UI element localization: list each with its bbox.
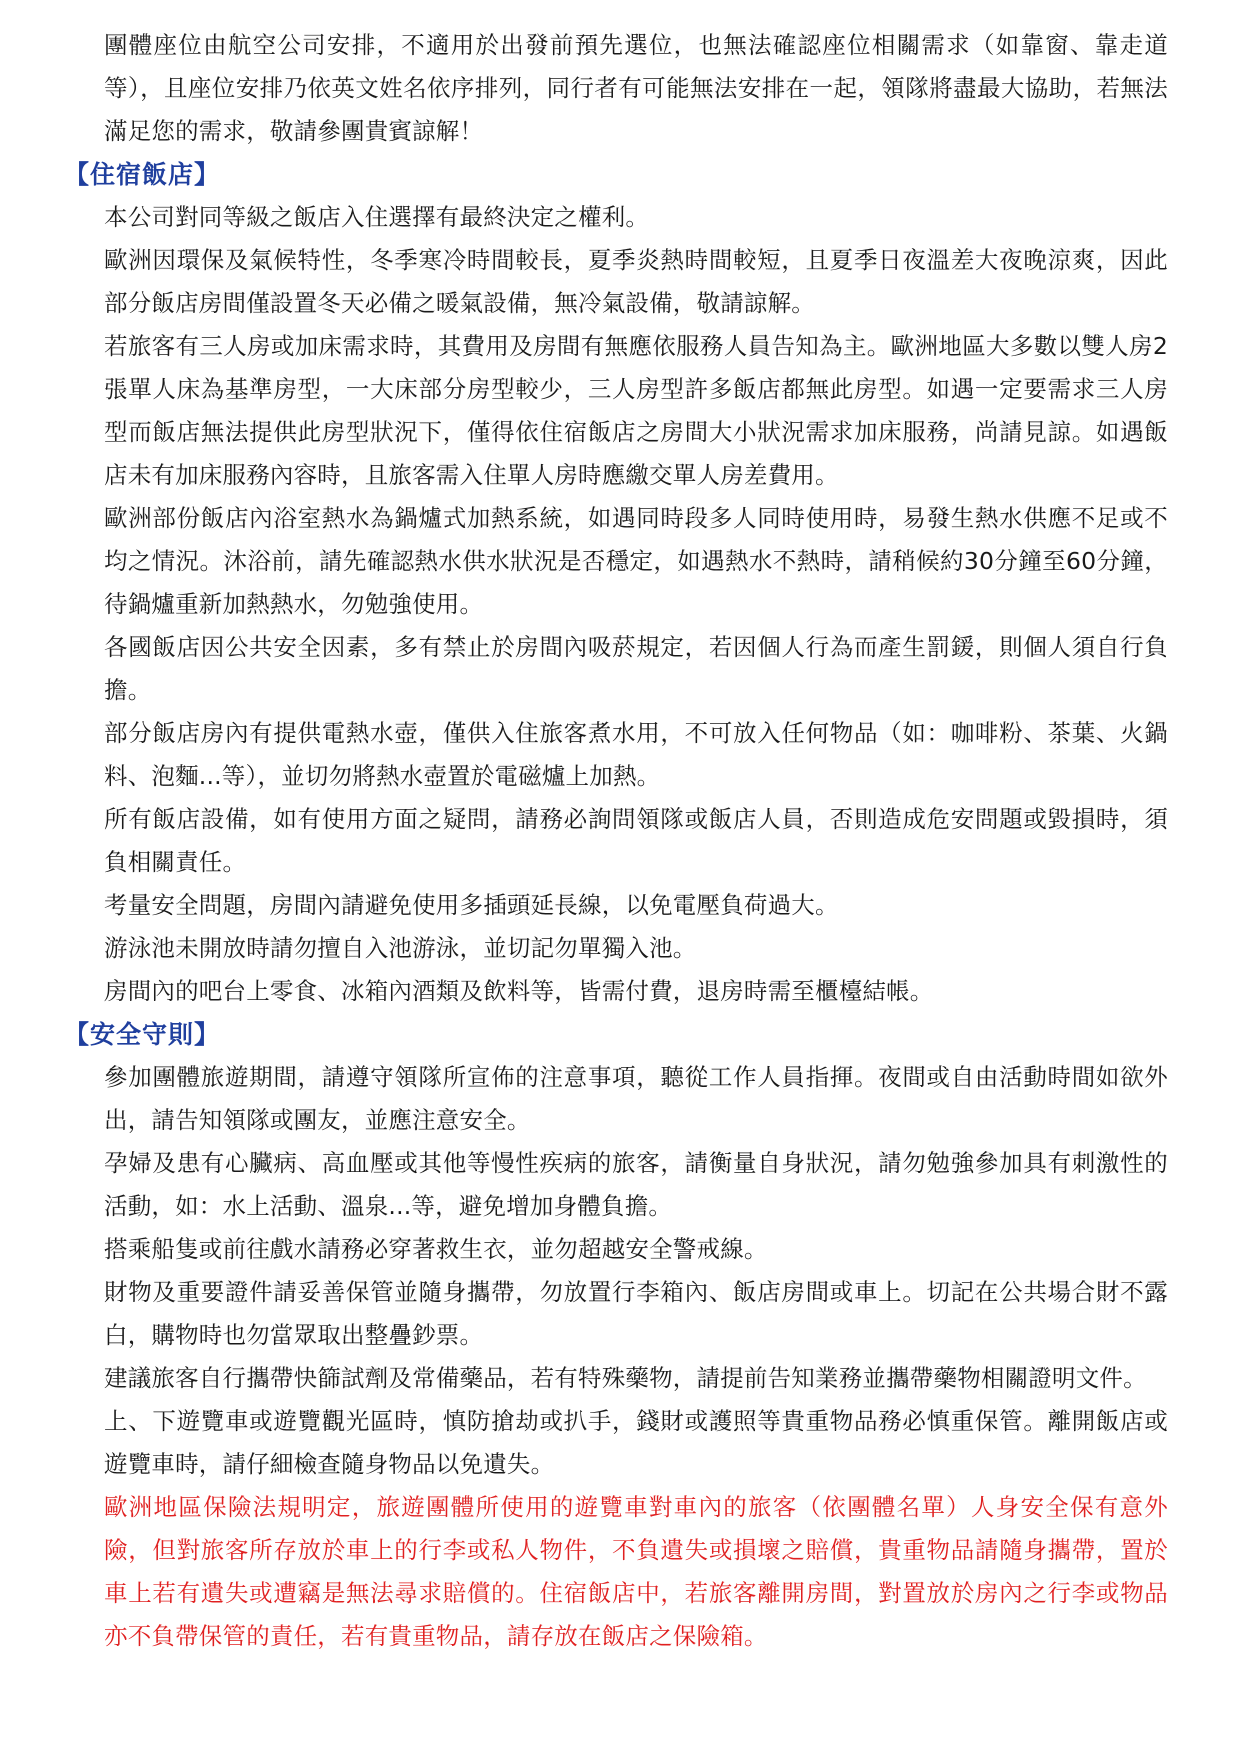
paragraph-safety-leader: 參加團體旅遊期間，請遵守領隊所宣佈的注意事項，聽從工作人員指揮。夜間或自由活動時間如欲外出，請告知領隊或團友，並應注意安全。 [104, 1063, 1168, 1134]
section-heading-hotel: 【住宿飯店】 [64, 160, 221, 189]
paragraph-hotel-kettle: 部分飯店房內有提供電熱水壺，僅供入住旅客煮水用，不可放入任何物品（如：咖啡粉、茶葉、火鍋料、泡麵...等），並切勿將熱水壺置於電磁爐上加熱。 [104, 719, 1168, 790]
paragraph-hotel-triple-room: 若旅客有三人房或加床需求時，其費用及房間有無應依服務人員告知為主。歐洲地區大多數以雙人房2張單人床為基準房型，一大床部分房型較少，三人房型許多飯店都無此房型。如遇一定要需求三人房型而飯店無法提供此房型狀況下，僅得依住宿飯店之房間大小狀況需求加床服務，尚請見諒。如遇飯店未有加床服務內容時，且旅客需入住單人房時應繳交單人房差費用。 [104, 332, 1168, 489]
paragraph-hotel-climate: 歐洲因環保及氣候特性，冬季寒冷時間較長，夏季炎熱時間較短，且夏季日夜溫差大夜晚涼爽，因此部分飯店房間僅設置冬天必備之暖氣設備，無冷氣設備，敬請諒解。 [104, 246, 1168, 317]
document-content [0, 24, 1168, 1658]
paragraph-hotel-minibar: 房間內的吧台上零食、冰箱內酒類及飲料等，皆需付費，退房時需至櫃檯結帳。 [104, 977, 934, 1005]
paragraph-insurance-warning: 歐洲地區保險法規明定，旅遊團體所使用的遊覽車對車內的旅客（依團體名單）人身安全保有意外險，但對旅客所存放於車上的行李或私人物件，不負遺失或損壞之賠償，貴重物品請隨身攜帶，置於車上若有遺失或遭竊是無法尋求賠償的。住宿飯店中，若旅客離開房間，對置放於房內之行李或物品亦不負帶保管的責任，若有貴重物品，請存放在飯店之保險箱。 [104, 1493, 1168, 1650]
paragraph-safety-lifejacket: 搭乘船隻或前往戲水請務必穿著救生衣，並勿超越安全警戒線。 [104, 1235, 768, 1263]
paragraph-safety-theft: 上、下遊覽車或遊覽觀光區時，慎防搶劫或扒手，錢財或護照等貴重物品務必慎重保管。離開飯店或遊覽車時，請仔細檢查隨身物品以免遺失。 [104, 1407, 1168, 1478]
paragraph-hotel-hot-water: 歐洲部份飯店內浴室熱水為鍋爐式加熱系統，如遇同時段多人同時使用時，易發生熱水供應不足或不均之情況。沐浴前，請先確認熱水供水狀況是否穩定，如遇熱水不熱時，請稍候約30分鐘至60分鐘，待鍋爐重新加熱熱水，勿勉強使用。 [104, 504, 1168, 618]
section-heading-safety: 【安全守則】 [64, 1020, 221, 1049]
paragraph-safety-health: 孕婦及患有心臟病、高血壓或其他等慢性疾病的旅客，請衡量自身狀況，請勿勉強參加具有刺激性的活動，如：水上活動、溫泉...等，避免增加身體負擔。 [104, 1149, 1168, 1220]
paragraph-hotel-selection: 本公司對同等級之飯店入住選擇有最終決定之權利。 [104, 203, 650, 231]
paragraph-safety-valuables: 財物及重要證件請妥善保管並隨身攜帶，勿放置行李箱內、飯店房間或車上。切記在公共場合財不露白，購物時也勿當眾取出整疊鈔票。 [104, 1278, 1168, 1349]
paragraph-hotel-equipment: 所有飯店設備，如有使用方面之疑問，請務必詢問領隊或飯店人員，否則造成危安問題或毀損時，須負相關責任。 [104, 805, 1168, 876]
paragraph-safety-medicine: 建議旅客自行攜帶快篩試劑及常備藥品，若有特殊藥物，請提前告知業務並攜帶藥物相關證明文件。 [104, 1364, 1147, 1392]
paragraph-hotel-pool: 游泳池未開放時請勿擅自入池游泳，並切記勿單獨入池。 [104, 934, 697, 962]
paragraph-group-seating: 團體座位由航空公司安排，不適用於出發前預先選位，也無法確認座位相關需求（如靠窗、靠走道等），且座位安排乃依英文姓名依序排列，同行者有可能無法安排在一起，領隊將盡最大協助，若無法滿足您的需求，敬請參團貴賓諒解！ [104, 31, 1168, 145]
paragraph-hotel-smoking: 各國飯店因公共安全因素，多有禁止於房間內吸菸規定，若因個人行為而產生罰鍰，則個人須自行負擔。 [104, 633, 1168, 704]
paragraph-hotel-extension-cord: 考量安全問題，房間內請避免使用多插頭延長線，以免電壓負荷過大。 [104, 891, 839, 919]
